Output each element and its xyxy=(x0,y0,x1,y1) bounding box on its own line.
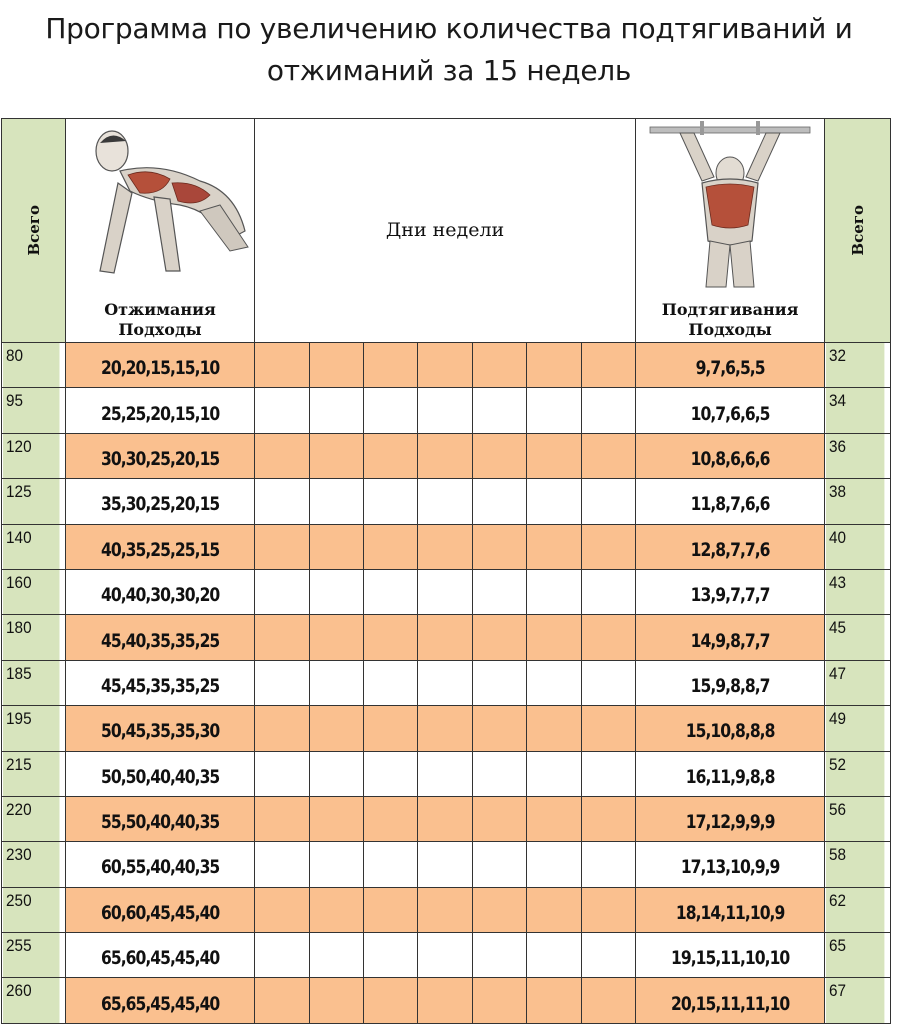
day-cell xyxy=(364,615,418,660)
day-cell xyxy=(527,479,582,524)
pushup-sets-text: 40,35,25,25,15 xyxy=(100,538,220,561)
pushup-sets-text: 65,60,45,45,40 xyxy=(100,947,220,970)
pullup-total-text: 43 xyxy=(828,572,846,592)
pushup-total-text: 255 xyxy=(5,936,32,956)
pullup-sets xyxy=(636,706,825,751)
pushup-sets-text: 60,55,40,40,35 xyxy=(100,856,220,879)
pushup-sets-text: 45,45,35,35,25 xyxy=(100,674,220,697)
day-cell xyxy=(418,388,473,433)
day-cell xyxy=(582,343,636,388)
day-cell xyxy=(527,933,582,978)
day-cell xyxy=(527,660,582,705)
pushups-caption xyxy=(66,300,254,340)
day-cell xyxy=(418,615,473,660)
day-cell xyxy=(364,978,418,1023)
day-cell xyxy=(255,842,310,887)
pushup-sets-text: 30,30,25,20,15 xyxy=(100,447,220,470)
table-row xyxy=(2,887,891,932)
pullup-total-text: 52 xyxy=(828,754,846,774)
pushup-sets-text: 40,40,30,30,20 xyxy=(100,584,220,607)
day-cell xyxy=(473,842,527,887)
pullup-sets-text: 20,15,11,11,10 xyxy=(670,992,790,1015)
day-cell xyxy=(527,615,582,660)
day-cell xyxy=(418,706,473,751)
day-cell xyxy=(418,978,473,1023)
day-cell xyxy=(582,796,636,841)
day-cell xyxy=(582,933,636,978)
pullup-total-text: 56 xyxy=(828,799,846,819)
table-row xyxy=(2,978,891,1023)
pullup-total-text: 49 xyxy=(828,709,846,729)
day-cell xyxy=(527,433,582,478)
day-cell xyxy=(582,479,636,524)
pullup-sets-text: 11,8,7,6,6 xyxy=(690,493,770,516)
pushup-sets xyxy=(66,479,255,524)
pushup-total xyxy=(2,978,60,1023)
day-cell xyxy=(418,479,473,524)
day-cell xyxy=(310,887,364,932)
pullup-sets-text: 10,8,6,6,6 xyxy=(690,447,770,470)
pullup-sets xyxy=(636,524,825,569)
pullup-total xyxy=(825,388,884,433)
day-cell xyxy=(582,978,636,1023)
pushup-sets-text: 55,50,40,40,35 xyxy=(100,811,220,834)
day-cell xyxy=(310,615,364,660)
table-row xyxy=(2,933,891,978)
pullup-sets xyxy=(636,660,825,705)
pullup-sets xyxy=(636,933,825,978)
day-cell xyxy=(364,751,418,796)
pushup-sets xyxy=(66,433,255,478)
day-cell xyxy=(418,660,473,705)
day-cell xyxy=(364,343,418,388)
title-line-1: Программа по увеличению количества подтягиваний и xyxy=(45,12,853,45)
day-cell xyxy=(473,615,527,660)
pushup-sets xyxy=(66,615,255,660)
day-cell xyxy=(418,796,473,841)
total-header-right xyxy=(825,119,891,343)
day-cell xyxy=(255,388,310,433)
pullup-total-text: 67 xyxy=(828,981,846,1001)
day-cell xyxy=(527,388,582,433)
pushup-total-text: 195 xyxy=(5,709,32,729)
day-cell xyxy=(364,479,418,524)
day-cell xyxy=(473,388,527,433)
pullup-total xyxy=(825,479,884,524)
pullup-sets xyxy=(636,796,825,841)
day-cell xyxy=(582,751,636,796)
day-cell xyxy=(473,660,527,705)
pullup-total xyxy=(825,343,884,388)
day-cell xyxy=(473,433,527,478)
day-cell xyxy=(418,433,473,478)
pullup-sets-text: 12,8,7,7,6 xyxy=(690,538,770,561)
pushup-total-text: 230 xyxy=(5,845,32,865)
page-title xyxy=(0,8,898,92)
day-cell xyxy=(582,706,636,751)
total-label-left: Всего xyxy=(24,205,43,256)
day-cell xyxy=(255,706,310,751)
day-cell xyxy=(473,706,527,751)
pushup-sets-text: 65,65,45,45,40 xyxy=(100,992,220,1015)
pushup-total xyxy=(2,796,60,841)
pushup-sets xyxy=(66,796,255,841)
day-cell xyxy=(255,569,310,614)
pushup-total-text: 120 xyxy=(5,436,32,456)
day-cell xyxy=(310,569,364,614)
pullup-sets-text: 9,7,6,5,5 xyxy=(695,357,765,380)
pushup-total xyxy=(2,751,60,796)
day-cell xyxy=(582,615,636,660)
pushup-total-text: 250 xyxy=(5,890,32,910)
pullup-total xyxy=(825,569,884,614)
day-cell xyxy=(255,933,310,978)
pullup-sets xyxy=(636,479,825,524)
pushup-total xyxy=(2,388,60,433)
pullup-total xyxy=(825,887,884,932)
day-cell xyxy=(473,887,527,932)
pullup-total xyxy=(825,433,884,478)
day-cell xyxy=(418,933,473,978)
day-cell xyxy=(255,479,310,524)
pullup-total-text: 36 xyxy=(828,436,846,456)
day-cell xyxy=(364,796,418,841)
day-cell xyxy=(527,842,582,887)
days-of-week-header xyxy=(255,119,636,343)
pushup-total-text: 185 xyxy=(5,663,32,683)
pullup-sets-text: 13,9,7,7,7 xyxy=(690,584,770,607)
pullup-total xyxy=(825,524,884,569)
pullup-total xyxy=(825,978,884,1023)
pushup-total xyxy=(2,933,60,978)
pushup-figure-icon xyxy=(70,121,250,289)
table-row xyxy=(2,569,891,614)
pullup-total xyxy=(825,842,884,887)
table-row xyxy=(2,615,891,660)
pushup-sets xyxy=(66,933,255,978)
day-cell xyxy=(527,706,582,751)
table-row xyxy=(2,524,891,569)
pushup-total-text: 140 xyxy=(5,527,32,547)
pullup-sets-text: 10,7,6,6,5 xyxy=(690,402,770,425)
day-cell xyxy=(310,842,364,887)
day-cell xyxy=(310,524,364,569)
day-cell xyxy=(582,388,636,433)
pullup-total xyxy=(825,660,884,705)
table-row xyxy=(2,706,891,751)
pullup-sets-text: 17,13,10,9,9 xyxy=(680,856,780,879)
day-cell xyxy=(473,569,527,614)
pushup-sets-text: 50,45,35,35,30 xyxy=(100,720,220,743)
day-cell xyxy=(255,433,310,478)
pullup-sets-text: 17,12,9,9,9 xyxy=(685,811,775,834)
pullup-sets xyxy=(636,751,825,796)
pushups-header xyxy=(66,119,255,343)
day-cell xyxy=(364,842,418,887)
day-cell xyxy=(255,751,310,796)
day-cell xyxy=(364,388,418,433)
day-cell xyxy=(310,933,364,978)
pullup-sets xyxy=(636,615,825,660)
pushup-total-text: 95 xyxy=(5,391,23,411)
table-row xyxy=(2,660,891,705)
pullup-sets-text: 15,9,8,8,7 xyxy=(690,674,770,697)
pullup-sets xyxy=(636,842,825,887)
pushup-sets-text: 25,25,20,15,10 xyxy=(100,402,220,425)
pullups-label: Подтягивания xyxy=(661,300,799,319)
total-header-left xyxy=(2,119,66,343)
days-label: Дни недели xyxy=(385,219,505,241)
day-cell xyxy=(364,887,418,932)
pushup-total xyxy=(2,887,60,932)
day-cell xyxy=(527,751,582,796)
day-cell xyxy=(418,842,473,887)
day-cell xyxy=(473,978,527,1023)
day-cell xyxy=(364,706,418,751)
pullups-header xyxy=(636,119,825,343)
pullup-sets-text: 15,10,8,8,8 xyxy=(685,720,775,743)
pushup-total xyxy=(2,479,60,524)
pushup-sets xyxy=(66,706,255,751)
day-cell xyxy=(310,751,364,796)
pullup-total-text: 47 xyxy=(828,663,846,683)
day-cell xyxy=(418,751,473,796)
day-cell xyxy=(364,933,418,978)
day-cell xyxy=(310,660,364,705)
day-cell xyxy=(582,842,636,887)
pullup-total xyxy=(825,706,884,751)
day-cell xyxy=(527,524,582,569)
day-cell xyxy=(418,887,473,932)
pullup-sets-text: 19,15,11,10,10 xyxy=(670,947,790,970)
day-cell xyxy=(473,796,527,841)
pushup-sets-text: 50,50,40,40,35 xyxy=(100,765,220,788)
table-row xyxy=(2,479,891,524)
day-cell xyxy=(310,479,364,524)
table-row xyxy=(2,343,891,388)
table-row xyxy=(2,388,891,433)
day-cell xyxy=(527,569,582,614)
day-cell xyxy=(527,796,582,841)
pullup-total-text: 45 xyxy=(828,618,846,638)
day-cell xyxy=(255,615,310,660)
pushup-total xyxy=(2,433,60,478)
day-cell xyxy=(255,660,310,705)
table-row xyxy=(2,842,891,887)
pushup-total-text: 160 xyxy=(5,572,32,592)
table-row xyxy=(2,433,891,478)
pushup-total xyxy=(2,343,60,388)
pushup-sets xyxy=(66,978,255,1023)
pushup-total-text: 180 xyxy=(5,618,32,638)
day-cell xyxy=(418,524,473,569)
pushups-label: Отжимания xyxy=(104,300,216,319)
pullup-total-text: 65 xyxy=(828,936,846,956)
pushup-sets xyxy=(66,751,255,796)
pushup-sets-text: 60,60,45,45,40 xyxy=(100,901,220,924)
day-cell xyxy=(418,343,473,388)
pullup-sets xyxy=(636,887,825,932)
pushup-total-text: 215 xyxy=(5,754,32,774)
day-cell xyxy=(418,569,473,614)
day-cell xyxy=(310,433,364,478)
day-cell xyxy=(473,933,527,978)
day-cell xyxy=(527,887,582,932)
day-cell xyxy=(255,343,310,388)
pullup-sets-text: 16,11,9,8,8 xyxy=(685,765,775,788)
day-cell xyxy=(364,569,418,614)
day-cell xyxy=(527,978,582,1023)
pushup-total xyxy=(2,524,60,569)
pullup-total xyxy=(825,615,884,660)
pushup-total xyxy=(2,660,60,705)
day-cell xyxy=(310,978,364,1023)
pullup-total-text: 62 xyxy=(828,890,846,910)
pullup-sets xyxy=(636,433,825,478)
day-cell xyxy=(255,796,310,841)
pushup-total xyxy=(2,615,60,660)
day-cell xyxy=(582,433,636,478)
table-row xyxy=(2,796,891,841)
header-row xyxy=(2,119,891,343)
pullups-sets-label: Подходы xyxy=(688,320,772,339)
day-cell xyxy=(473,751,527,796)
pushup-sets-text: 35,30,25,20,15 xyxy=(100,493,220,516)
pullup-figure-icon xyxy=(640,121,820,289)
pushup-total-text: 220 xyxy=(5,799,32,819)
pullup-sets xyxy=(636,569,825,614)
pushup-sets xyxy=(66,343,255,388)
day-cell xyxy=(310,706,364,751)
pushup-sets-text: 20,20,15,15,10 xyxy=(100,357,220,380)
pushup-sets xyxy=(66,388,255,433)
pullup-total xyxy=(825,751,884,796)
total-label-right: Всего xyxy=(848,205,867,256)
day-cell xyxy=(473,479,527,524)
pullup-total xyxy=(825,933,884,978)
pullup-sets-text: 18,14,11,10,9 xyxy=(675,901,785,924)
pushup-total xyxy=(2,706,60,751)
day-cell xyxy=(310,343,364,388)
pushup-sets xyxy=(66,569,255,614)
day-cell xyxy=(364,660,418,705)
pushup-total xyxy=(2,569,60,614)
pushup-sets xyxy=(66,660,255,705)
pullup-total-text: 34 xyxy=(828,391,846,411)
pullup-sets xyxy=(636,978,825,1023)
day-cell xyxy=(582,524,636,569)
pushup-sets xyxy=(66,524,255,569)
day-cell xyxy=(364,433,418,478)
day-cell xyxy=(582,660,636,705)
pullup-sets-text: 14,9,8,7,7 xyxy=(690,629,770,652)
day-cell xyxy=(473,524,527,569)
day-cell xyxy=(582,887,636,932)
pushup-sets xyxy=(66,842,255,887)
pushup-sets-text: 45,40,35,35,25 xyxy=(100,629,220,652)
pushup-total xyxy=(2,842,60,887)
day-cell xyxy=(473,343,527,388)
pushups-sets-label: Подходы xyxy=(118,320,202,339)
pullup-total-text: 40 xyxy=(828,527,846,547)
day-cell xyxy=(364,524,418,569)
pushup-sets xyxy=(66,887,255,932)
day-cell xyxy=(255,978,310,1023)
program-table xyxy=(1,118,891,1024)
pullup-total-text: 32 xyxy=(828,346,846,365)
day-cell xyxy=(527,343,582,388)
pullups-caption xyxy=(636,300,824,340)
day-cell xyxy=(582,569,636,614)
day-cell xyxy=(310,796,364,841)
day-cell xyxy=(255,887,310,932)
table-row xyxy=(2,751,891,796)
pullup-total-text: 38 xyxy=(828,482,846,502)
title-line-2: отжиманий за 15 недель xyxy=(266,54,632,87)
pullup-sets xyxy=(636,388,825,433)
pullup-sets xyxy=(636,343,825,388)
day-cell xyxy=(310,388,364,433)
pushup-total-text: 80 xyxy=(5,346,23,365)
pullup-total-text: 58 xyxy=(828,845,846,865)
day-cell xyxy=(255,524,310,569)
pullup-total xyxy=(825,796,884,841)
pushup-total-text: 260 xyxy=(5,981,32,1001)
pushup-total-text: 125 xyxy=(5,482,32,502)
